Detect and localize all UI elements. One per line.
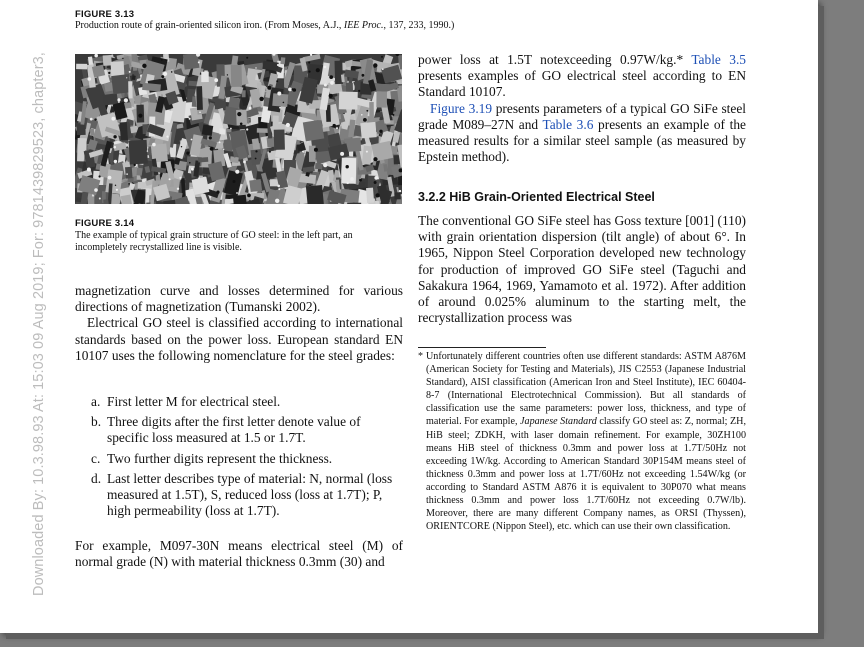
footnote	[418, 350, 746, 533]
table-3-6-link[interactable]: Table 3.6	[542, 116, 594, 132]
footnote-text-part-1: Unfortunately different countries often use different standards: ASTM A876M (American Society for Testing and Materials), JIS C2553 (Japanese Industrial Standard), AISI classification (American Iron and Steel Institute), IEC 60404-8-7 (International Electrotechnical Commission). But all standards of classification use the same parameters: power loss, thickness, and type of material. For example,	[426, 351, 746, 428]
figure-3-13-caption-suffix: , 137, 233, 1990.)	[383, 20, 455, 31]
footnote-italic-term: Japanese Standard	[520, 416, 597, 428]
right-column-section-body	[418, 213, 746, 326]
figure-3-13-caption	[75, 20, 515, 32]
figure-3-13-caption-prefix: Production route of grain-oriented silicon iron. (From Moses, A.J.,	[75, 20, 344, 31]
right-paragraph-1-text: power loss at 1.5T notexceeding 0.97W/kg.*	[418, 52, 692, 67]
right-paragraph-1	[418, 52, 746, 101]
list-item-text: Last letter describes type of material: N, normal (loss measured at 1.5T), S, reduced loss (loss at 1.7T); P, high permeability (loss at 1.7T).	[107, 470, 393, 519]
list-item	[91, 394, 405, 410]
footnote-text	[426, 350, 746, 533]
right-paragraph-1-text-end: presents examples of GO electrical steel according to EN Standard 10107.	[418, 68, 746, 100]
download-watermark: Downloaded By: 10.3.98.93 At: 15:03 09 Aug 2019; For: 9781439829523, chapter3,	[31, 52, 47, 596]
footnote-text-part-2: classify GO steel as: Z, normal; ZH, HiB steel; ZDKH, with laser domain refinement. For example, 30ZH100 means HiB steel of thickness 0.3mm and power loss at 1.7T/50Hz not exceeding 1W/kg. According to American Standard 30P154M means steel of thickness 0.3mm and power loss at 1.7T/60Hz not exceeding 1.54W/kg (or according to Standard ASTM A876 it is equivalent to 30P070 what means thickness 0.3mm and power loss 1.7T/60Hz not exceeding 0.7W/lb). Moreover, there are many different Company names, as ORSI (Thyssen), ORIENTCORE (Nippon Steel), etc. which can use their own classification.	[426, 416, 746, 533]
right-column-top	[418, 52, 746, 165]
left-column-closing	[75, 538, 403, 570]
right-paragraph-2-text-end: presents an example of the measured results for a similar steel sample (as measured by Epstein method).	[418, 116, 746, 165]
grade-nomenclature-list	[91, 394, 405, 519]
left-paragraph-3: For example, M097-30N means electrical steel (M) of normal grade (N) with material thickness 0.3mm (30) and	[75, 538, 403, 570]
left-column-text	[75, 283, 403, 364]
left-paragraph-2: Electrical GO steel is classified according to international standards based on the power loss. European standard EN 10107 uses the following nomenclature for the steel grades:	[75, 315, 403, 363]
table-3-5-link[interactable]: Table 3.5	[691, 52, 746, 67]
list-item	[91, 451, 405, 467]
list-item-text: Two further digits represent the thickness.	[107, 450, 333, 466]
list-item-text: Three digits after the first letter denote value of specific loss measured at 1.5 or 1.7T.	[107, 414, 361, 446]
figure-3-13-caption-journal: IEE Proc.	[343, 20, 384, 31]
list-item-label: a.	[91, 394, 101, 409]
figure-3-14-label: FIGURE 3.14	[75, 218, 135, 229]
left-paragraph-1: magnetization curve and losses determined for various directions of magnetization (Tumanski 2002).	[75, 283, 403, 315]
section-heading-3-2-2: 3.2.2 HiB Grain-Oriented Electrical Steel	[418, 190, 655, 204]
footnote-rule	[418, 347, 546, 348]
page-shadow-bottom	[6, 633, 824, 639]
footnote-marker: *	[418, 351, 424, 362]
figure-3-13-label: FIGURE 3.13	[75, 9, 135, 20]
list-item-label: c.	[91, 450, 101, 466]
right-paragraph-3: The conventional GO SiFe steel has Goss texture [001] (110) with grain orientation dispersion (tilt angle) of about 6°. In 1965, Nippon Steel Corporation developed new technology for production of improved GO SiFe steel (Taguchi and Sakakura 1964, 1969, Yamamoto et al. 1972). After addition of around 0.025% aluminum to the starting melt, the recrystallization process was	[418, 213, 746, 326]
list-item	[91, 471, 405, 520]
list-item-text: First letter M for electrical steel.	[107, 394, 281, 409]
right-paragraph-2	[418, 101, 746, 166]
grain-structure-image	[75, 54, 402, 204]
list-item-label: d.	[91, 470, 102, 486]
list-item-label: b.	[91, 414, 102, 430]
figure-3-19-link[interactable]: Figure 3.19	[430, 100, 493, 116]
right-paragraph-2-text: presents parameters of a typical GO SiFe steel grade M089–27N and	[418, 100, 746, 132]
grain-structure-texture	[75, 54, 402, 204]
page-shadow-right	[818, 6, 824, 639]
list-item	[91, 414, 405, 446]
figure-3-14-caption: The example of typical grain structure of GO steel: in the left part, an incompletely recrystallized line is visible.	[75, 230, 353, 253]
